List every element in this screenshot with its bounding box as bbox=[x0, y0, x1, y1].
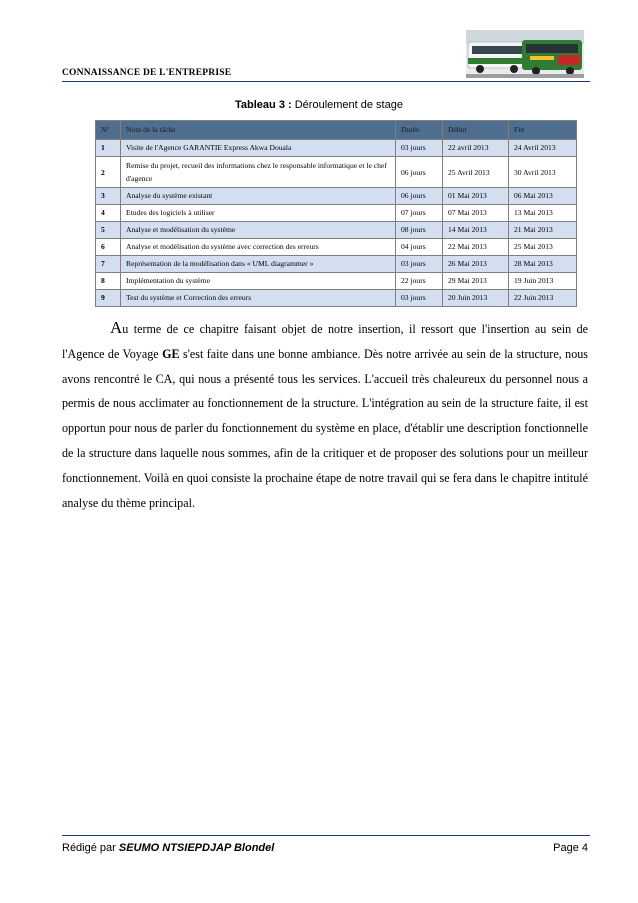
cell-end: 30 Avril 2013 bbox=[509, 157, 577, 188]
cell-number: 8 bbox=[96, 273, 121, 290]
cell-start: 01 Mai 2013 bbox=[443, 188, 509, 205]
footer-rule bbox=[62, 835, 590, 836]
cell-task: Analyse et modélisation du système bbox=[121, 222, 396, 239]
footer-prefix: Rédigé par bbox=[62, 842, 119, 854]
cell-duration: 08 jours bbox=[396, 222, 443, 239]
table-row bbox=[96, 256, 577, 273]
cell-number: 3 bbox=[96, 188, 121, 205]
paragraph-text-2: s'est faite dans une bonne ambiance. Dès notre arrivée au sein de la structure, nous avons rencontré le CA, qui nous a présenté tous les services. L'accueil très chaleureux du personnel nous a permis de nous acclimater au fonctionnement de la structure. L'intégration au sein de la structure faite, il est opportun pour nous de parler du fonctionnement du système en place, d'établir une description fonctionnelle de la structure dans laquelle nous sommes, afin de la critiquer et de proposer des solutions pour un meilleur fonctionnement. Voilà en quoi consiste la prochaine étape de notre travail qui se fera dans le chapitre intitulé analyse du thème principal. bbox=[62, 346, 588, 510]
table-row bbox=[96, 222, 577, 239]
cell-duration: 04 jours bbox=[396, 239, 443, 256]
cell-duration: 22 jours bbox=[396, 273, 443, 290]
cell-end: 28 Mai 2013 bbox=[509, 256, 577, 273]
cell-start: 29 Mai 2013 bbox=[443, 273, 509, 290]
cell-number: 6 bbox=[96, 239, 121, 256]
cell-duration: 06 jours bbox=[396, 157, 443, 188]
cell-number: 5 bbox=[96, 222, 121, 239]
cell-end: 13 Mai 2013 bbox=[509, 205, 577, 222]
cell-task: Remise du projet, recueil des informations chez le responsable informatique et le chef d'agence bbox=[121, 157, 396, 188]
col-header-number: N° bbox=[96, 121, 121, 140]
cell-duration: 06 jours bbox=[396, 188, 443, 205]
footer-author bbox=[62, 842, 274, 854]
cell-start: 22 Mai 2013 bbox=[443, 239, 509, 256]
cell-end: 24 Avril 2013 bbox=[509, 140, 577, 157]
table-row bbox=[96, 239, 577, 256]
cell-start: 26 Mai 2013 bbox=[443, 256, 509, 273]
table-row bbox=[96, 157, 577, 188]
table-row bbox=[96, 140, 577, 157]
table-caption-label: Tableau 3 : bbox=[235, 99, 292, 111]
cell-end: 21 Mai 2013 bbox=[509, 222, 577, 239]
col-header-end: Fin bbox=[509, 121, 577, 140]
cell-end: 19 Juin 2013 bbox=[509, 273, 577, 290]
cell-start: 22 avril 2013 bbox=[443, 140, 509, 157]
cell-number: 1 bbox=[96, 140, 121, 157]
cell-number: 7 bbox=[96, 256, 121, 273]
table-row bbox=[96, 188, 577, 205]
cell-start: 25 Avril 2013 bbox=[443, 157, 509, 188]
running-header: CONNAISSANCE DE L'ENTREPRISE bbox=[62, 68, 232, 78]
cell-end: 25 Mai 2013 bbox=[509, 239, 577, 256]
table-caption-text: Déroulement de stage bbox=[291, 99, 403, 111]
cell-task: Test du système et Correction des erreurs bbox=[121, 290, 396, 307]
page-number: Page 4 bbox=[553, 842, 588, 854]
col-header-duration: Durée bbox=[396, 121, 443, 140]
cell-number: 9 bbox=[96, 290, 121, 307]
cell-task: Représentation de la modélisation dans « UML diagrammer » bbox=[121, 256, 396, 273]
cell-task: Implémentation du système bbox=[121, 273, 396, 290]
paragraph-text-1: u terme de ce chapitre faisant objet de notre insertion, il ressort que l'insertion au sein de l'Agence de Voyage bbox=[62, 322, 588, 361]
conclusion-paragraph bbox=[62, 316, 588, 515]
col-header-start: Début bbox=[443, 121, 509, 140]
header-rule bbox=[62, 81, 590, 82]
body-paragraph bbox=[62, 316, 588, 515]
table-caption bbox=[0, 99, 638, 111]
cell-end: 06 Mai 2013 bbox=[509, 188, 577, 205]
paragraph-bold-agency: GE bbox=[162, 346, 180, 361]
footer-author-name: SEUMO NTSIEPDJAP Blondel bbox=[118, 842, 275, 854]
cell-number: 4 bbox=[96, 205, 121, 222]
cell-task: Etudes des logiciels à utiliser bbox=[121, 205, 396, 222]
cell-duration: 03 jours bbox=[396, 290, 443, 307]
bus-photo-icon bbox=[466, 30, 584, 78]
cell-number: 2 bbox=[96, 157, 121, 188]
table-header-row bbox=[96, 121, 577, 140]
cell-start: 20 Juin 2013 bbox=[443, 290, 509, 307]
cell-start: 07 Mai 2013 bbox=[443, 205, 509, 222]
cell-task: Analyse du système existant bbox=[121, 188, 396, 205]
cell-end: 22 Juin 2013 bbox=[509, 290, 577, 307]
table-row bbox=[96, 273, 577, 290]
cell-start: 14 Mai 2013 bbox=[443, 222, 509, 239]
cell-task: Visite de l'Agence GARANTIE Express Akwa Douala bbox=[121, 140, 396, 157]
schedule-table bbox=[95, 120, 577, 307]
cell-task: Analyse et modélisation du système avec correction des erreurs bbox=[121, 239, 396, 256]
cell-duration: 07 jours bbox=[396, 205, 443, 222]
cell-duration: 03 jours bbox=[396, 256, 443, 273]
dropcap-letter: A bbox=[110, 318, 123, 337]
table-row bbox=[96, 205, 577, 222]
table-row bbox=[96, 290, 577, 307]
col-header-task: Nom de la tâche bbox=[121, 121, 396, 140]
cell-duration: 03 jours bbox=[396, 140, 443, 157]
